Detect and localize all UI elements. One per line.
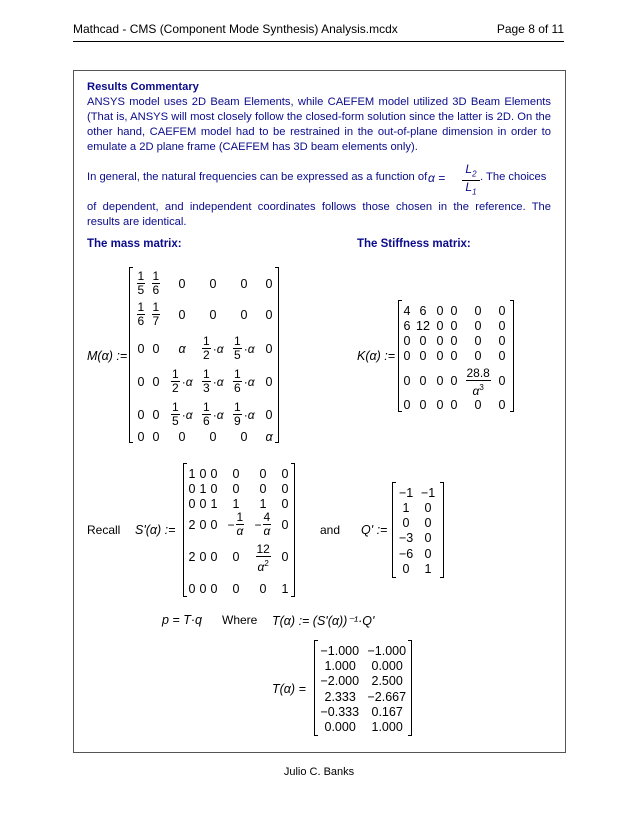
mass-cell-r4c6: 0: [265, 375, 273, 389]
stiffness-cell-r5c4: 0: [450, 374, 458, 388]
s-prime-cell-r6c3: 0: [210, 582, 218, 596]
alpha-definition-pre: In general, the natural frequencies can be expressed as a function of: [87, 171, 428, 183]
alpha-definition-text: [87, 171, 427, 183]
s-prime-cell-r4c2: 0: [199, 518, 207, 532]
s-prime-cell-r4c4: − $\frac{1}{\alpha}$: [227, 510, 244, 538]
recall-label: Recall: [87, 523, 121, 537]
s-prime-cell-r4c5: − $\frac{4}{\alpha}$: [254, 510, 271, 538]
stiffness-cell-r3c6: 0: [498, 334, 506, 348]
mass-cell-r1c4: 0: [209, 277, 217, 291]
mass-cell-r6c2: 0: [152, 430, 160, 444]
mass-cell-r3c2: 0: [152, 342, 160, 356]
t-cell-r4c2: −2.667: [367, 690, 407, 704]
t-cell-r5c2: 0.167: [371, 705, 403, 719]
s-prime-cell-r2c5: 0: [259, 482, 267, 496]
mass-cell-r5c1: 0: [137, 408, 145, 422]
q-prime-cell-r6c1: 0: [402, 562, 410, 576]
stiffness-cell-r5c1: 0: [403, 374, 411, 388]
stiffness-cell-r5c5: 28.8 $\alpha^3$: [466, 366, 490, 398]
mass-cell-r5c3: 1 5 ·α: [172, 400, 193, 428]
document-title: Mathcad - CMS (Component Mode Synthesis) Analysis.mcdx: [73, 22, 398, 36]
s-prime-cell-r5c2: 0: [199, 550, 207, 564]
stiffness-cell-r5c6: 0: [498, 374, 506, 388]
s-prime-cell-r3c1: 0: [188, 497, 196, 511]
header-divider: [73, 41, 564, 42]
s-prime-cell-r6c4: 0: [232, 582, 240, 596]
and-label: and: [320, 523, 341, 537]
s-prime-cell-r2c1: 0: [188, 482, 196, 496]
where-label: Where: [222, 613, 258, 627]
stiffness-cell-r6c4: 0: [450, 398, 458, 412]
stiffness-cell-r6c2: 0: [419, 398, 427, 412]
stiffness-cell-r4c4: 0: [450, 349, 458, 363]
t-cell-r4c1: 2.333: [324, 690, 356, 704]
mass-cell-r3c1: 0: [137, 342, 145, 356]
s-prime-cell-r5c4: 0: [232, 550, 240, 564]
mass-cell-r6c5: 0: [240, 430, 248, 444]
stiffness-cell-r5c3: 0: [436, 374, 444, 388]
s-prime-cell-r1c2: 0: [199, 467, 207, 481]
q-prime-cell-r3c1: 0: [402, 516, 410, 530]
mass-cell-r6c4: 0: [209, 430, 217, 444]
mass-cell-r3c3: α: [178, 342, 186, 356]
stiffness-cell-r3c4: 0: [450, 334, 458, 348]
commentary-title: Results Commentary: [87, 81, 199, 93]
s-prime-cell-r3c6: 0: [281, 497, 289, 511]
s-prime-cell-r3c2: 0: [199, 497, 207, 511]
stiffness-cell-r4c3: 0: [436, 349, 444, 363]
stiffness-cell-r1c1: 4: [403, 304, 411, 318]
t-cell-r2c1: 1.000: [324, 659, 356, 673]
t-cell-r3c2: 2.500: [371, 674, 403, 688]
s-prime-cell-r4c6: 0: [281, 518, 289, 532]
L1-symbol: L: [465, 180, 473, 195]
q-prime-cell-r6c2: 1: [424, 562, 432, 576]
stiffness-cell-r2c4: 0: [450, 319, 458, 333]
mass-cell-r1c1: 1 5: [137, 269, 145, 297]
mass-cell-r5c4: 1 6 ·α: [203, 400, 224, 428]
s-prime-cell-r2c6: 0: [281, 482, 289, 496]
mass-cell-r6c6: α: [265, 430, 273, 444]
mass-cell-r2c2: 1 7: [152, 300, 160, 328]
q-prime-cell-r1c1: −1: [399, 486, 414, 500]
mass-cell-r1c2: 1 6: [152, 269, 160, 297]
stiffness-matrix-definition: K(α) :=: [357, 349, 396, 363]
t-cell-r3c1: −2.000: [320, 674, 360, 688]
s-prime-cell-r5c1: 2: [188, 550, 196, 564]
stiffness-cell-r4c5: 0: [474, 349, 482, 363]
stiffness-cell-r2c6: 0: [498, 319, 506, 333]
q-prime-cell-r4c2: 0: [424, 531, 432, 545]
s-prime-cell-r2c4: 0: [232, 482, 240, 496]
s-prime-cell-r2c2: 1: [199, 482, 207, 496]
s-prime-definition: S'(α) :=: [135, 523, 176, 537]
stiffness-cell-r3c2: 0: [419, 334, 427, 348]
mass-cell-r4c5: 1 6 ·α: [234, 367, 255, 395]
stiffness-cell-r1c2: 6: [419, 304, 427, 318]
stiffness-cell-r3c5: 0: [474, 334, 482, 348]
t-matrix-definition: T(α) := (S'(α))⁻¹·Q': [272, 614, 375, 628]
s-prime-cell-r3c4: 1: [232, 497, 240, 511]
mass-cell-r1c6: 0: [265, 277, 273, 291]
mass-cell-r4c3: 1 2 ·α: [172, 367, 193, 395]
L2-subscript: 2: [472, 169, 477, 179]
stiffness-cell-r4c1: 0: [403, 349, 411, 363]
L1-subscript: 1: [472, 187, 477, 197]
q-prime-cell-r4c1: −3: [399, 531, 414, 545]
t-cell-r6c2: 1.000: [371, 720, 403, 734]
q-prime-definition: Q' :=: [361, 523, 388, 537]
t-cell-r1c1: −1.000: [320, 644, 360, 658]
t-cell-r5c1: −0.333: [320, 705, 360, 719]
t-cell-r2c2: 0.000: [371, 659, 403, 673]
s-prime-cell-r5c3: 0: [210, 550, 218, 564]
alpha-ratio: [462, 163, 480, 199]
stiffness-cell-r1c3: 0: [436, 304, 444, 318]
s-prime-cell-r4c1: 2: [188, 518, 196, 532]
mass-cell-r5c5: 1 9 ·α: [234, 400, 255, 428]
mass-cell-r2c5: 0: [240, 308, 248, 322]
mass-cell-r2c3: 0: [178, 308, 186, 322]
s-prime-cell-r1c1: 1: [188, 467, 196, 481]
s-prime-cell-r1c4: 0: [232, 467, 240, 481]
t-matrix-result-label: T(α) =: [272, 682, 306, 696]
stiffness-matrix-label: The Stiffness matrix:: [357, 238, 471, 250]
stiffness-cell-r3c3: 0: [436, 334, 444, 348]
s-prime-cell-r1c6: 0: [281, 467, 289, 481]
s-prime-cell-r6c5: 0: [259, 582, 267, 596]
s-prime-cell-r6c1: 0: [188, 582, 196, 596]
mass-cell-r3c5: 1 5 ·α: [234, 334, 255, 362]
mass-matrix-label: The mass matrix:: [87, 238, 182, 250]
stiffness-cell-r1c5: 0: [474, 304, 482, 318]
mass-cell-r4c2: 0: [152, 375, 160, 389]
stiffness-cell-r2c3: 0: [436, 319, 444, 333]
stiffness-cell-r4c6: 0: [498, 349, 506, 363]
q-prime-cell-r3c2: 0: [424, 516, 432, 530]
mass-cell-r1c5: 0: [240, 277, 248, 291]
s-prime-cell-r2c3: 0: [210, 482, 218, 496]
q-prime-cell-r1c2: −1: [421, 486, 436, 500]
stiffness-cell-r6c3: 0: [436, 398, 444, 412]
stiffness-cell-r6c6: 0: [498, 398, 506, 412]
stiffness-cell-r4c2: 0: [419, 349, 427, 363]
stiffness-cell-r6c1: 0: [403, 398, 411, 412]
s-prime-cell-r1c5: 0: [259, 467, 267, 481]
stiffness-cell-r2c1: 6: [403, 319, 411, 333]
mass-cell-r2c1: 1 6: [137, 300, 145, 328]
s-prime-cell-r6c6: 1: [281, 582, 289, 596]
q-prime-cell-r5c1: −6: [399, 547, 414, 561]
commentary-paragraph-3: of dependent, and independent coordinates follows those chosen in the reference. The results are identical.: [87, 201, 551, 228]
results-commentary: [87, 80, 551, 155]
mass-cell-r3c6: 0: [265, 342, 273, 356]
mass-cell-r5c2: 0: [152, 408, 160, 422]
t-cell-r1c2: −1.000: [367, 644, 407, 658]
s-prime-cell-r4c3: 0: [210, 518, 218, 532]
q-prime-cell-r5c2: 0: [424, 547, 432, 561]
stiffness-cell-r2c2: 12: [416, 319, 430, 333]
s-prime-cell-r3c3: 1: [210, 497, 218, 511]
q-prime-cell-r2c2: 0: [424, 501, 432, 515]
s-prime-cell-r5c6: 0: [281, 550, 289, 564]
footer-author: Julio C. Banks: [283, 766, 355, 778]
s-prime-cell-r6c2: 0: [199, 582, 207, 596]
t-cell-r6c1: 0.000: [324, 720, 356, 734]
mass-cell-r4c1: 0: [137, 375, 145, 389]
alpha-definition-post: . The choices: [480, 171, 547, 183]
q-prime-cell-r2c1: 1: [402, 501, 410, 515]
stiffness-cell-r5c2: 0: [419, 374, 427, 388]
mass-matrix-definition: M(α) :=: [87, 349, 128, 363]
mass-cell-r6c1: 0: [137, 430, 145, 444]
mass-cell-r6c3: 0: [178, 430, 186, 444]
mass-cell-r4c4: 1 3 ·α: [203, 367, 224, 395]
s-prime-cell-r5c5: 12 $\alpha^2$: [256, 542, 270, 574]
stiffness-cell-r6c5: 0: [474, 398, 482, 412]
stiffness-cell-r2c5: 0: [474, 319, 482, 333]
mass-cell-r1c3: 0: [178, 277, 186, 291]
mass-cell-r2c4: 0: [209, 308, 217, 322]
stiffness-cell-r1c6: 0: [498, 304, 506, 318]
page-number: Page 8 of 11: [496, 22, 564, 36]
alpha-equals: α =: [428, 171, 446, 185]
L2-symbol: L: [465, 162, 473, 176]
stiffness-cell-r3c1: 0: [403, 334, 411, 348]
mass-cell-r2c6: 0: [265, 308, 273, 322]
coordinate-transform-equation: p = T·q: [162, 613, 202, 627]
mass-cell-r3c4: 1 2 ·α: [203, 334, 224, 362]
commentary-paragraph-1: ANSYS model uses 2D Beam Elements, while CAEFEM model utilized 3D Beam Elements (That is, ANSYS will most closely follow the closed-form solution since the latter is 2D. On the other hand, CAEFEM model had to be restrained in the out-of-plane dimension in order to emulate a 2D plane frame (CAEFEM has 3D beam elements only).: [87, 96, 551, 153]
mass-cell-r5c6: 0: [265, 408, 273, 422]
stiffness-cell-r1c4: 0: [450, 304, 458, 318]
s-prime-cell-r3c5: 1: [259, 497, 267, 511]
s-prime-cell-r1c3: 0: [210, 467, 218, 481]
